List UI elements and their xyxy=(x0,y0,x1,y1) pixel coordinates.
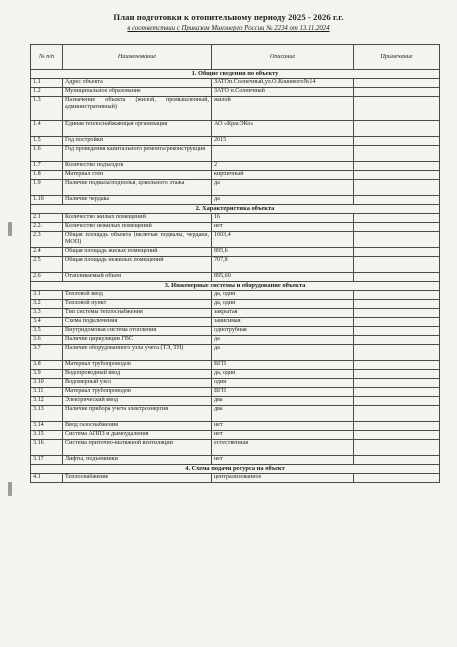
row-value: 707,8 xyxy=(212,257,354,273)
row-name: Общая площадь нежилых помещений xyxy=(63,257,212,273)
header-name: Наименование xyxy=(63,45,212,70)
row-number: 2.3 xyxy=(31,232,63,248)
table-row xyxy=(31,422,440,431)
row-number: 1.5 xyxy=(31,137,63,146)
row-name: Водомерный узел xyxy=(63,379,212,388)
row-value: нет xyxy=(212,456,354,465)
row-note xyxy=(354,361,440,370)
table-row xyxy=(31,291,440,300)
row-note xyxy=(354,440,440,456)
table-header-row xyxy=(31,45,440,70)
table-row xyxy=(31,273,440,282)
row-note xyxy=(354,397,440,406)
row-value: да, один xyxy=(212,300,354,309)
row-number: 3.17 xyxy=(31,456,63,465)
section-title: 1. Общие сведения по объекту xyxy=(31,70,440,79)
row-value: да xyxy=(212,180,354,196)
row-note xyxy=(354,214,440,223)
row-name: Тепловой ввод xyxy=(63,291,212,300)
row-number: 2.4 xyxy=(31,248,63,257)
row-value: да xyxy=(212,336,354,345)
row-name: Наличие прибора учета электроэнергии xyxy=(63,406,212,422)
row-name: Электрический ввод xyxy=(63,397,212,406)
row-number: 3.9 xyxy=(31,370,63,379)
row-number: 2.6 xyxy=(31,273,63,282)
table-row xyxy=(31,248,440,257)
punch-mark-top xyxy=(8,222,12,236)
row-number: 3.3 xyxy=(31,309,63,318)
row-note xyxy=(354,248,440,257)
table-row xyxy=(31,361,440,370)
header-description: Описание xyxy=(212,45,354,70)
row-note xyxy=(354,171,440,180)
row-number: 3.12 xyxy=(31,397,63,406)
row-value: ВГП xyxy=(212,361,354,370)
section-row xyxy=(31,282,440,291)
punch-mark-bottom xyxy=(8,482,12,496)
table-row xyxy=(31,388,440,397)
row-value: зависимая xyxy=(212,318,354,327)
row-name: Материал трубопроводов xyxy=(63,388,212,397)
row-value: АО «КрасЭКо» xyxy=(212,121,354,137)
row-name: Наличие оборудованного узла учета (ТЭ, ТН) xyxy=(63,345,212,361)
row-note xyxy=(354,79,440,88)
row-note xyxy=(354,345,440,361)
row-name: Количество подъездов xyxy=(63,162,212,171)
row-value: жилой xyxy=(212,97,354,121)
table-row xyxy=(31,162,440,171)
row-note xyxy=(354,309,440,318)
table-row xyxy=(31,379,440,388)
document-subtitle: в соответствии с Приказом Минэнерго России № 2234 от 13.11.2024 xyxy=(127,25,330,32)
row-number: 1.4 xyxy=(31,121,63,137)
row-number: 1.10 xyxy=(31,196,63,205)
table-row xyxy=(31,232,440,248)
section-title: 2. Характеристика объекта xyxy=(31,205,440,214)
section-row xyxy=(31,205,440,214)
row-note xyxy=(354,431,440,440)
row-number: 1.9 xyxy=(31,180,63,196)
header-number: № п/п xyxy=(31,45,63,70)
row-number: 3.1 xyxy=(31,291,63,300)
row-number: 1.1 xyxy=(31,79,63,88)
row-value: нет xyxy=(212,223,354,232)
row-note xyxy=(354,456,440,465)
row-name: Адрес объекта xyxy=(63,79,212,88)
table-row xyxy=(31,300,440,309)
row-value: 2015 xyxy=(212,137,354,146)
row-note xyxy=(354,196,440,205)
row-note xyxy=(354,121,440,137)
row-value xyxy=(212,146,354,162)
row-number: 3.5 xyxy=(31,327,63,336)
table-row xyxy=(31,146,440,162)
row-name: Водопроводный ввод xyxy=(63,370,212,379)
row-name: Наличие чердака xyxy=(63,196,212,205)
row-note xyxy=(354,97,440,121)
table-row xyxy=(31,397,440,406)
row-note xyxy=(354,327,440,336)
row-value: 895,60 xyxy=(212,273,354,282)
row-note xyxy=(354,388,440,397)
row-value: закрытая xyxy=(212,309,354,318)
row-name: Общая площадь жилых помещений xyxy=(63,248,212,257)
row-name: Единая теплоснабжающая организация xyxy=(63,121,212,137)
table-row xyxy=(31,309,440,318)
row-note xyxy=(354,474,440,483)
inspection-table xyxy=(30,44,440,483)
table-row xyxy=(31,327,440,336)
table-row xyxy=(31,345,440,361)
row-name: Количество жилых помещений xyxy=(63,214,212,223)
table-row xyxy=(31,370,440,379)
row-note xyxy=(354,257,440,273)
table-row xyxy=(31,440,440,456)
row-note xyxy=(354,162,440,171)
table-row xyxy=(31,223,440,232)
row-value: да, один xyxy=(212,291,354,300)
row-name: Количество нежилых помещений xyxy=(63,223,212,232)
row-name: Теплоснабжение xyxy=(63,474,212,483)
row-value: нет xyxy=(212,422,354,431)
table-row xyxy=(31,137,440,146)
row-number: 3.8 xyxy=(31,361,63,370)
row-note xyxy=(354,291,440,300)
table-row xyxy=(31,474,440,483)
row-note xyxy=(354,300,440,309)
row-note xyxy=(354,370,440,379)
row-number: 1.7 xyxy=(31,162,63,171)
row-number: 3.15 xyxy=(31,431,63,440)
table-row xyxy=(31,336,440,345)
row-number: 2.2. xyxy=(31,223,63,232)
row-number: 3.13 xyxy=(31,406,63,422)
row-name: Тип системы теплоснабжения xyxy=(63,309,212,318)
row-value: один xyxy=(212,379,354,388)
row-value: два xyxy=(212,406,354,422)
table-row xyxy=(31,431,440,440)
section-row xyxy=(31,70,440,79)
table-row xyxy=(31,257,440,273)
table-row xyxy=(31,79,440,88)
row-number: 3.10 xyxy=(31,379,63,388)
row-value: да xyxy=(212,345,354,361)
row-value: естественная xyxy=(212,440,354,456)
row-name: Система приточно-вытяжной вентиляции xyxy=(63,440,212,456)
row-name: Тепловой пункт xyxy=(63,300,212,309)
row-note xyxy=(354,180,440,196)
row-note xyxy=(354,379,440,388)
row-name: Отапливаемый объем xyxy=(63,273,212,282)
row-number: 3.11 xyxy=(31,388,63,397)
row-value: кирпичный xyxy=(212,171,354,180)
row-note xyxy=(354,273,440,282)
row-number: 3.4 xyxy=(31,318,63,327)
table-row xyxy=(31,318,440,327)
row-name: Материал трубопроводов xyxy=(63,361,212,370)
row-note xyxy=(354,318,440,327)
row-name: Муниципальное образование xyxy=(63,88,212,97)
row-note xyxy=(354,223,440,232)
row-value: ЗАТОп.Солнечный,ул.О.Кошевого№14 xyxy=(212,79,354,88)
section-title: 4. Схема подачи ресурса на объект xyxy=(31,465,440,474)
row-number: 2.5 xyxy=(31,257,63,273)
row-name: Ввод газоснабжения xyxy=(63,422,212,431)
table-row xyxy=(31,121,440,137)
row-value: да xyxy=(212,196,354,205)
table-body xyxy=(31,70,440,483)
table-row xyxy=(31,196,440,205)
row-number: 2.1 xyxy=(31,214,63,223)
row-value: 1603,4 xyxy=(212,232,354,248)
row-number: 3.2 xyxy=(31,300,63,309)
row-value: однотрубная xyxy=(212,327,354,336)
row-number: 1.8 xyxy=(31,171,63,180)
row-name: Год постройки xyxy=(63,137,212,146)
section-title: 3. Инженерные системы и оборудование объекта xyxy=(31,282,440,291)
row-name: Назначение объекта (жилой, промышленный, административный) xyxy=(63,97,212,121)
row-number: 4.1 xyxy=(31,474,63,483)
row-note xyxy=(354,422,440,431)
table-row xyxy=(31,171,440,180)
row-value: 16 xyxy=(212,214,354,223)
table-row xyxy=(31,97,440,121)
row-name: Внутридомовая система отопления xyxy=(63,327,212,336)
row-name: Год проведения капитального ремонта/реконструкция xyxy=(63,146,212,162)
row-name: Лифты, подъемники xyxy=(63,456,212,465)
document-title: План подготовки к отопительному периоду 2025 - 2026 г.г. xyxy=(113,12,344,22)
row-name: Общая площадь объекта (включая подвалы, чердаки, МОП) xyxy=(63,232,212,248)
row-number: 3.6 xyxy=(31,336,63,345)
row-value: нет xyxy=(212,431,354,440)
row-name: Наличие циркуляции ГВС xyxy=(63,336,212,345)
header-note: Примечание xyxy=(354,45,440,70)
row-number: 1.6 xyxy=(31,146,63,162)
row-value: 895,6 xyxy=(212,248,354,257)
row-note xyxy=(354,406,440,422)
row-name: Наличие подвала/подполья, цокольного этажа xyxy=(63,180,212,196)
row-value: 2 xyxy=(212,162,354,171)
table-row xyxy=(31,406,440,422)
row-number: 1.2 xyxy=(31,88,63,97)
row-value: ЗАТО п.Солнечный xyxy=(212,88,354,97)
row-value: два xyxy=(212,397,354,406)
row-note xyxy=(354,336,440,345)
row-value: ВГП xyxy=(212,388,354,397)
row-name: Материал стен xyxy=(63,171,212,180)
row-value: да, один xyxy=(212,370,354,379)
table-row xyxy=(31,88,440,97)
row-name: Схема подключения xyxy=(63,318,212,327)
row-value: централизованное xyxy=(212,474,354,483)
row-note xyxy=(354,137,440,146)
row-note xyxy=(354,146,440,162)
row-number: 3.16 xyxy=(31,440,63,456)
section-row xyxy=(31,465,440,474)
row-note xyxy=(354,88,440,97)
row-number: 3.7 xyxy=(31,345,63,361)
table-row xyxy=(31,456,440,465)
table-row xyxy=(31,214,440,223)
row-number: 3.14 xyxy=(31,422,63,431)
row-number: 1.3 xyxy=(31,97,63,121)
row-note xyxy=(354,232,440,248)
row-name: Система АППЗ и дымоудаления xyxy=(63,431,212,440)
table-row xyxy=(31,180,440,196)
